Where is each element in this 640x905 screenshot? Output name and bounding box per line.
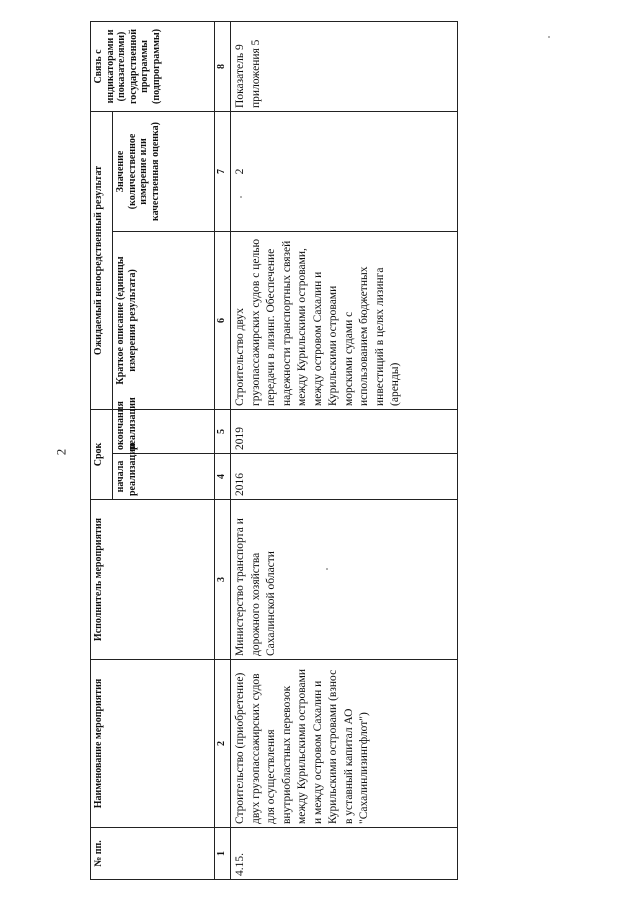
header-num: № пп. [91,828,215,880]
page-number: 2 [53,448,69,456]
column-number: 5 [215,409,231,453]
column-number: 1 [215,828,231,880]
row-description: Строительство двух грузопассажирских судов с целью передачи в лизинг. Обеспечение надежности транспортных связей между Курильскими островами, между островом Сахалин и Курильскими островами морскими судами с использованием бюджетных инвестиций в целях лизинга (аренды) [231,231,458,409]
measures-table [90,21,458,880]
table-container [90,22,458,880]
row-name: Строительство (приобретение) двух грузопассажирских судов для осуществления внутриобластных перевозок между Курильскими островами и между островом Сахалин и Курильскими островами (взнос в уставный капитал АО "Сахалинлизингфлот") [231,660,458,828]
header-term: Срок [91,409,113,499]
row-link: Показатель 9 приложения 5 [231,21,458,111]
header-link: Связь с индикаторами и (показателями) государственной программы (подпрограммы) [91,21,215,111]
scan-speck [548,36,550,38]
header-term-end: окончания реализации [113,409,215,453]
column-number: 3 [215,500,231,660]
row-value: 2 [231,111,458,231]
column-number: 6 [215,231,231,409]
column-number: 7 [215,111,231,231]
row-executor: Министерство транспорта и дорожного хозяйства Сахалинской области [231,500,458,660]
header-name: Наименование мероприятия [91,660,215,828]
header-result-desc: Краткое описание (единицы измерения результата) [113,231,215,409]
column-number: 2 [215,660,231,828]
header-executor: Исполнитель мероприятия [91,500,215,660]
column-number: 4 [215,454,231,500]
header-result: Ожидаемый непосредственный результат [91,111,113,409]
header-result-value: Значение (количественное измерение или качественная оценка) [113,111,215,231]
row-num: 4.15. [231,828,458,880]
header-term-start: начала реализации [113,454,215,500]
row-end: 2019 [231,409,458,453]
row-start: 2016 [231,454,458,500]
scan-speck [326,568,328,570]
scan-speck [240,196,242,198]
column-number: 8 [215,21,231,111]
table-row [231,21,458,879]
